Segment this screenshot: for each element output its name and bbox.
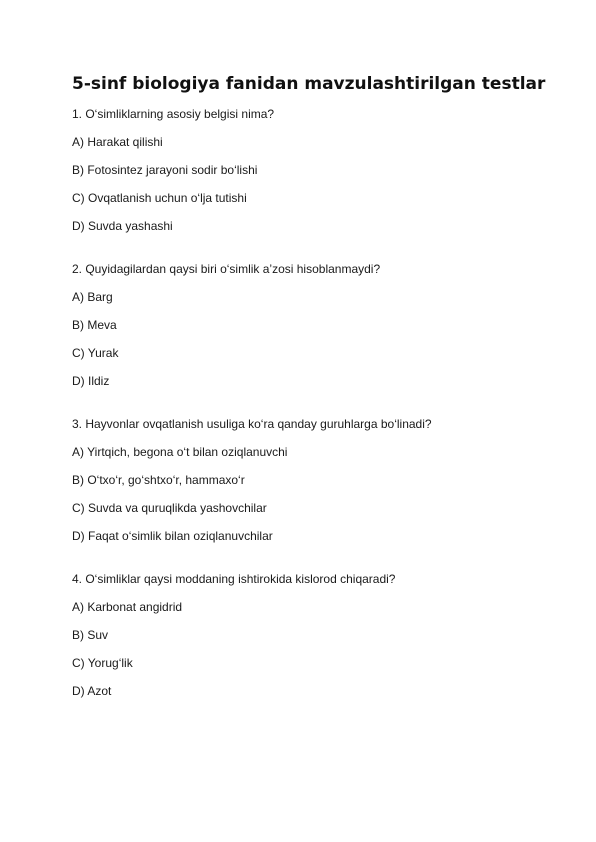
question-text: 4. O‘simliklar qaysi moddaning ishtirokida kislorod chiqaradi? [72, 572, 396, 586]
answer-option-c: C) Suvda va quruqlikda yashovchilar [72, 501, 267, 515]
answer-option-b: B) Suv [72, 628, 109, 642]
answer-option-c: C) Yurak [72, 346, 119, 360]
answer-option-b: B) Meva [72, 318, 117, 332]
answer-option-a: A) Harakat qilishi [72, 135, 163, 149]
answer-option-d: D) Suvda yashashi [72, 219, 173, 233]
answer-option-a: A) Karbonat angidrid [72, 600, 183, 614]
answer-option-d: D) Azot [72, 684, 112, 698]
question-text: 3. Hayvonlar ovqatlanish usuliga ko‘ra qanday guruhlarga bo‘linadi? [72, 417, 432, 431]
question-text: 1. O‘simliklarning asosiy belgisi nima? [72, 107, 275, 121]
answer-option-c: C) Yorug‘lik [72, 656, 133, 670]
answer-option-b: B) O‘txo‘r, go‘shtxo‘r, hammaxo‘r [72, 473, 245, 487]
document-title: 5-sinf biologiya fanidan mavzulashtirilgan testlar [72, 74, 546, 94]
question-2 [72, 261, 532, 389]
document-page [72, 72, 546, 726]
question-3 [72, 416, 532, 544]
question-4 [72, 571, 532, 699]
answer-option-a: A) Yirtqich, begona o‘t bilan oziqlanuvchi [72, 445, 288, 459]
answer-option-d: D) Ildiz [72, 374, 110, 388]
answer-option-c: C) Ovqatlanish uchun o‘lja tutishi [72, 191, 247, 205]
answer-option-d: D) Faqat o‘simlik bilan oziqlanuvchilar [72, 529, 273, 543]
question-text: 2. Quyidagilardan qaysi biri o‘simlik a’zosi hisoblanmaydi? [72, 262, 381, 276]
answer-option-b: B) Fotosintez jarayoni sodir bo‘lishi [72, 163, 258, 177]
question-1 [72, 106, 532, 234]
answer-option-a: A) Barg [72, 290, 113, 304]
